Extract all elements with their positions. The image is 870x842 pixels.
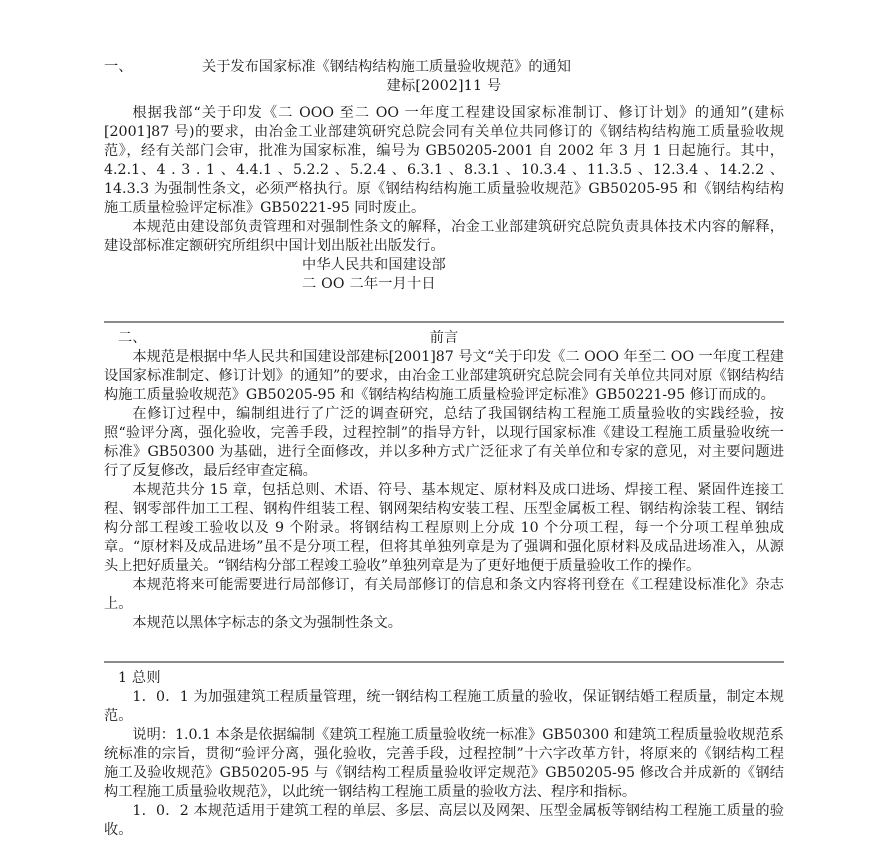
document-number: 建标[2002]11 号 [386, 78, 502, 94]
section-number: 二、 [118, 330, 147, 347]
paragraph: 本规范以黑体字标志的条文为强制性条文。 [132, 615, 402, 632]
foreword-heading [104, 329, 784, 348]
issuer-signature: 中华人民共和国建设部 [302, 256, 446, 273]
clause-explanation: 说明：1.0.1 本条是依据编制《建筑工程施工质量验收统一标准》GB50300 和建筑工程质量验收规范系统标准的宗旨，贯彻“验评分离，强化验收，完善手段，过程控制”十六字改革方针，将原来的《钢结构工程施工及验收规范》GB50205-95 与《钢结构工程质量验收评定规范》GB50205-95 修改合并成新的《钢结构工程施工质量验收规范》，以此统一钢结构工程施工质量的验收方法、程序和指标。 [104, 727, 784, 801]
issue-date: 二 OO 二年一月十日 [302, 275, 436, 292]
clause: 1．0．2 本规范适用于建筑工程的单层、多层、高层以及网架、压型金属板等钢结构工程施工质量的验收。 [104, 803, 784, 839]
foreword-title: 前言 [429, 330, 459, 347]
paragraph: 根据我部“关于印发《二 OOO 至二 OO 一年度工程建设国家标准制订、修订计划》的通知”(建标[2001]87 号)的要求，由冶金工业部建筑研究总院会同有关单位共同修订的《钢结构结构施工质量验收规范》，经有关部门会审，批准为国家标准，编号为 GB50205-2001 自 2002 年 3 月 1 日起施行。其中，4.2.1、4 . 3 . 1 、4.4.1 、5.2.2 、5.2.4 、6.3.1 、8.3.1 、10.3.4 、11.3.5 、12.3.4 、14.2.2 、14.3.3 为强制性条文，必须严格执行。原《钢结构结构施工质量验收规范》GB50205-95 和《钢结构结构施工质量检验评定标准》GB50221-95 同时废止。 [104, 104, 784, 216]
paragraph: 本规范将来可能需要进行局部修订，有关局部修订的信息和条文内容将刊登在《工程建设标准化》杂志上。 [104, 577, 784, 613]
section-notice [104, 58, 784, 293]
document-page [104, 58, 784, 840]
paragraph: 本规范是根据中华人民共和国建设部建标[2001]87 号文“关于印发《二 OOO 年至二 OO 一年度工程建设国家标准制定、修订计划》的通知”的要求，由冶金工业部建筑研究总院会同有关单位共同对原《钢结构结构施工质量验收规范》GB50205-95 和《钢结构结构施工质量检验评定标准》GB50221-95 修订而成的。 [104, 349, 784, 404]
notice-heading [104, 58, 784, 77]
clause: 1．0．1 为加强建筑工程质量管理，统一钢结构工程施工质量的验收，保证钢结婚工程质量，制定本规范。 [104, 689, 784, 725]
paragraph: 本规范由建设部负责管理和对强制性条文的解释，冶金工业部建筑研究总院负责具体技术内容的解释，建设部标准定额研究所组织中国计划出版社出版发行。 [104, 218, 784, 254]
chapter-title: 1 总则 [118, 670, 161, 687]
section-foreword [104, 329, 784, 633]
paragraph: 本规范共分 15 章，包括总则、术语、符号、基本规定、原材料及成口进场、焊接工程、紧固件连接工程、钢零部件加工工程、钢构件组装工程、钢网架结构安装工程、压型金属板工程、钢结构涂装工程、钢结构分部工程竣工验收以及 9 个附录。将钢结构工程原则上分成 10 个分项工程，每一个分项工程单独成章。“原材料及成品进场”虽不是分项工程，但将其单独列章是为了强调和强化原材料及成品进场准入，从源头上把好质量关。“钢结构分部工程竣工验收”单独列章是为了更好地便于质量验收工作的操作。 [104, 482, 784, 575]
paragraph: 在修订过程中，编制组进行了广泛的调查研究，总结了我国钢结构工程施工质量验收的实践经验，按照“验评分离，强化验收，完善手段，过程控制”的指导方针，以现行国家标准《建设工程施工质量验收统一标准》GB50300 为基础，进行全面修改，并以多种方式广泛征求了有关单位和专家的意见，对主要问题进行了反复修改，最后经审查定稿。 [104, 406, 784, 480]
section-number: 一、 [104, 59, 133, 75]
section-general-provisions [104, 669, 784, 840]
notice-title: 关于发布国家标准《钢结构结构施工质量验收规范》的通知 [202, 59, 571, 75]
